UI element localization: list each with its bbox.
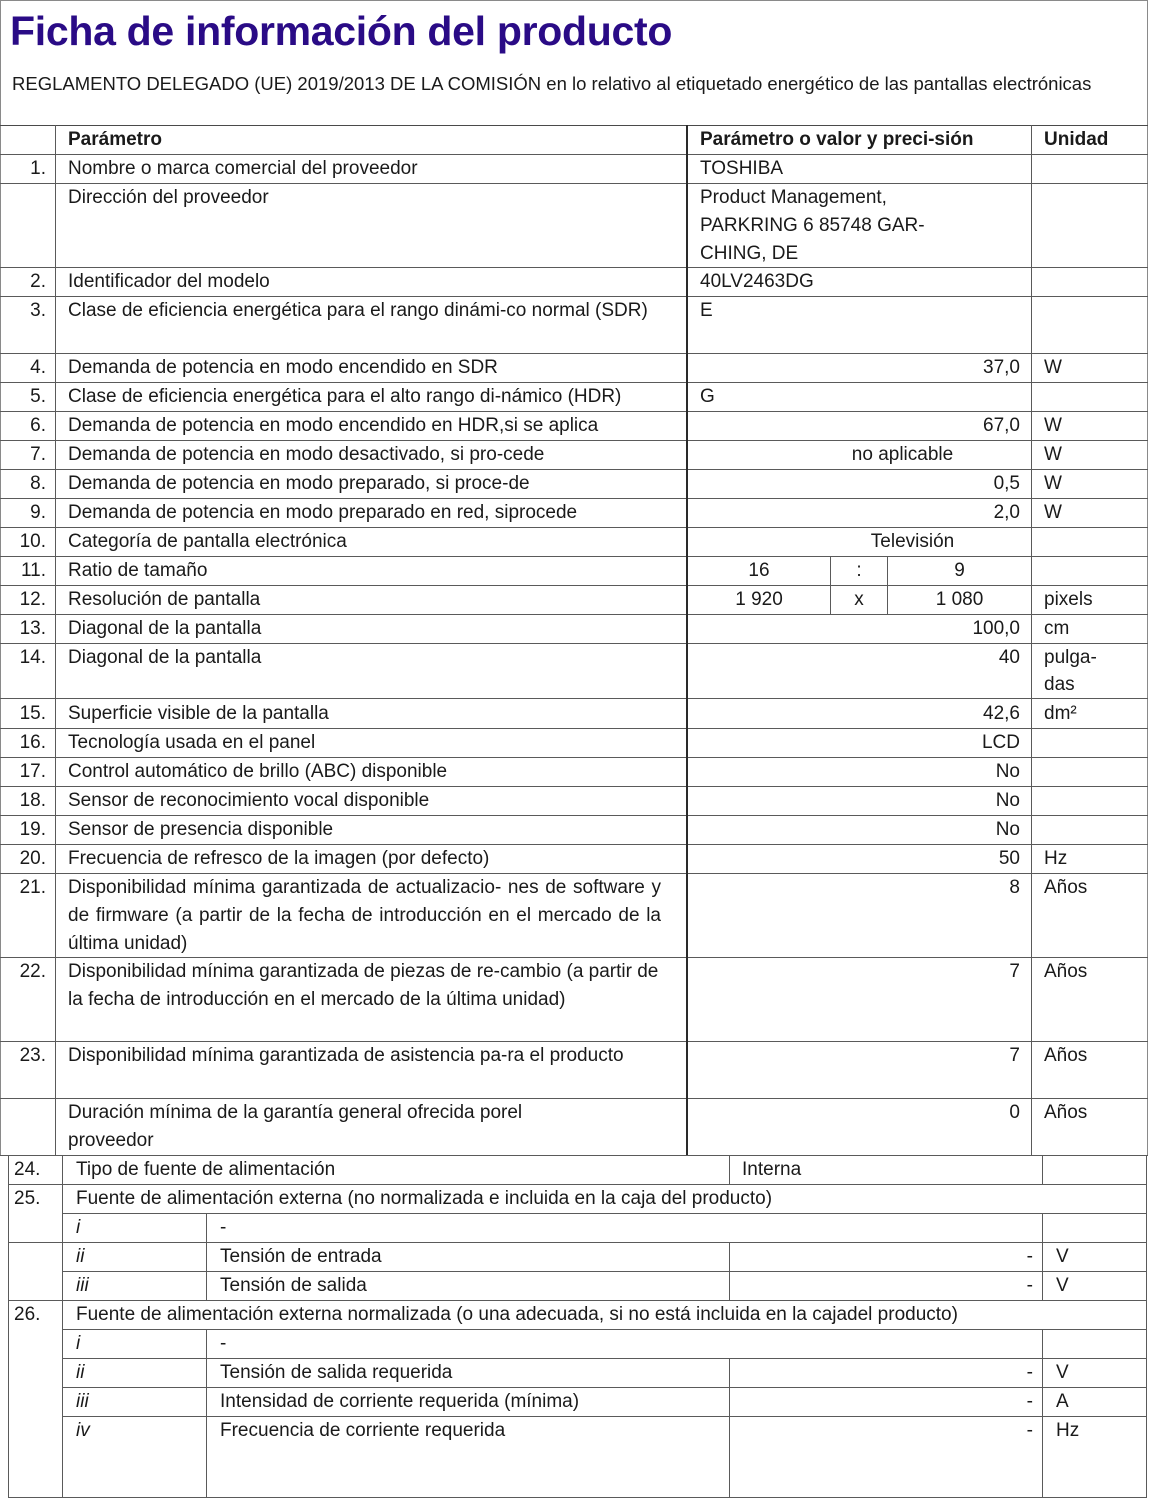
- row-number: 19.: [19, 819, 46, 840]
- row-number: 16.: [19, 732, 46, 753]
- regulation-subtitle: REGLAMENTO DELEGADO (UE) 2019/2013 DE LA COMISIÓN en lo relativo al etiquetado energético de las pantallas electrónicas: [12, 73, 1092, 94]
- row-number: 22.: [19, 961, 46, 982]
- row-value: 42,6: [983, 703, 1020, 724]
- sub-unit: V: [1056, 1275, 1069, 1296]
- row-parameter: Disponibilidad mínima garantizada de piezas de re-cambio (a partir de la fecha de introducción en el mercado de la última unidad): [68, 961, 659, 1010]
- row-unit-line: pulga-: [1044, 647, 1097, 668]
- row-number: 7.: [30, 444, 46, 465]
- row-unit: Hz: [1044, 848, 1068, 869]
- row-value-line: Product Management,: [700, 187, 887, 208]
- row-parameter: Ratio de tamaño: [68, 560, 208, 581]
- row-number: 1.: [30, 158, 46, 179]
- row-separator: :: [856, 560, 862, 581]
- row-parameter: Dirección del proveedor: [68, 187, 269, 208]
- row-unit: dm²: [1044, 703, 1077, 724]
- row-parameter: Superficie visible de la pantalla: [68, 703, 329, 724]
- sub-label: Tensión de entrada: [220, 1246, 382, 1267]
- page-title: Ficha de información del producto: [10, 8, 673, 54]
- row-value: No: [995, 761, 1020, 782]
- row-unit: W: [1044, 357, 1062, 378]
- row-value-a: 1 920: [735, 589, 783, 610]
- row-number: 4.: [30, 357, 46, 378]
- row-value: G: [700, 386, 715, 407]
- sub-value: -: [1026, 1275, 1033, 1296]
- row-value: 2,0: [993, 502, 1020, 523]
- roman-index: iv: [76, 1420, 90, 1441]
- row-unit: cm: [1044, 618, 1070, 639]
- row-parameter: Sensor de reconocimiento vocal disponible: [68, 790, 430, 811]
- row-parameter: Nombre o marca comercial del proveedor: [68, 158, 418, 179]
- sub-label: Tensión de salida: [220, 1275, 367, 1296]
- row-value: TOSHIBA: [700, 158, 784, 179]
- row-parameter: Categoría de pantalla electrónica: [68, 531, 347, 552]
- row-number: 17.: [19, 761, 46, 782]
- row-number: 5.: [30, 386, 46, 407]
- row-number: 25.: [14, 1188, 41, 1209]
- sub-unit: A: [1056, 1391, 1069, 1412]
- row-parameter: Identificador del modelo: [68, 271, 270, 292]
- row-value: LCD: [981, 732, 1020, 753]
- row-number: 13.: [19, 618, 46, 639]
- row-number: 18.: [19, 790, 46, 811]
- sub-value: -: [1026, 1362, 1033, 1383]
- row-parameter: Tecnología usada en el panel: [68, 732, 316, 753]
- row-unit: Años: [1044, 1102, 1088, 1123]
- sub-value: -: [1026, 1246, 1033, 1267]
- row-value-a: 16: [748, 560, 770, 581]
- row-number: 21.: [19, 877, 46, 898]
- sub-label: -: [220, 1217, 227, 1238]
- row-parameter: Demanda de potencia en modo preparado en red, siprocede: [68, 502, 578, 523]
- row-value: 7: [1009, 961, 1020, 982]
- sub-value: -: [1026, 1420, 1033, 1441]
- row-value: no aplicable: [851, 444, 954, 465]
- row-value: 0: [1009, 1102, 1020, 1123]
- row-value-line: PARKRING 6 85748 GAR-: [700, 215, 925, 236]
- row-value: No: [995, 790, 1020, 811]
- row-value: Interna: [742, 1159, 802, 1180]
- row-number: 10.: [19, 531, 46, 552]
- row-value: 8: [1009, 877, 1020, 898]
- row-unit-line: das: [1044, 674, 1075, 695]
- row-number: 15.: [19, 703, 46, 724]
- column-header-value: Parámetro o valor y preci-sión: [700, 129, 974, 150]
- row-parameter: Resolución de pantalla: [68, 589, 261, 610]
- row-value: E: [700, 300, 713, 321]
- sub-label: Tensión de salida requerida: [220, 1362, 453, 1383]
- row-parameter: Demanda de potencia en modo preparado, si proce-de: [68, 473, 530, 494]
- row-number: 26.: [14, 1304, 41, 1325]
- row-number: 6.: [30, 415, 46, 436]
- row-value-line: CHING, DE: [700, 243, 799, 264]
- sub-unit: V: [1056, 1246, 1069, 1267]
- row-value: 37,0: [983, 357, 1020, 378]
- row-unit: Años: [1044, 877, 1088, 898]
- row-value-b: 1 080: [935, 589, 984, 610]
- row-parameter: Demanda de potencia en modo desactivado, si pro-cede: [68, 444, 545, 465]
- row-number: 14.: [19, 647, 46, 668]
- row-value: 7: [1009, 1045, 1020, 1066]
- row-parameter: Disponibilidad mínima garantizada de asistencia pa-ra el producto: [68, 1045, 624, 1066]
- row-value: Televisión: [870, 531, 955, 552]
- row-parameter: Tipo de fuente de alimentación: [76, 1159, 336, 1180]
- sub-label: -: [220, 1333, 227, 1354]
- row-number: 3.: [30, 300, 46, 321]
- row-unit: W: [1044, 444, 1062, 465]
- roman-index: i: [76, 1217, 81, 1238]
- row-value: No: [995, 819, 1020, 840]
- row-value: 40LV2463DG: [700, 271, 814, 292]
- column-header-unit: Unidad: [1044, 129, 1109, 150]
- row-number: 11.: [20, 560, 46, 581]
- row-value: 0,5: [993, 473, 1020, 494]
- row-separator: x: [854, 589, 864, 610]
- row-number: 9.: [30, 502, 46, 523]
- row-value: 50: [998, 848, 1020, 869]
- row-number: 24.: [14, 1159, 41, 1180]
- row-value: 67,0: [983, 415, 1020, 436]
- sub-label: Intensidad de corriente requerida (mínima): [220, 1391, 580, 1412]
- row-parameter: Clase de eficiencia energética para el rango dinámi-co normal (SDR): [68, 300, 648, 321]
- sub-unit: Hz: [1056, 1420, 1080, 1441]
- row-unit: Años: [1044, 1045, 1088, 1066]
- row-parameter: Control automático de brillo (ABC) disponible: [68, 761, 448, 782]
- row-parameter: Fuente de alimentación externa normalizada (o una adecuada, si no está incluida en la cajadel producto): [76, 1304, 958, 1325]
- row-parameter: Sensor de presencia disponible: [68, 819, 334, 840]
- roman-index: ii: [76, 1362, 85, 1383]
- sub-value: -: [1026, 1391, 1033, 1412]
- roman-index: iii: [76, 1391, 89, 1412]
- row-number: 8.: [30, 473, 46, 494]
- sub-label: Frecuencia de corriente requerida: [220, 1420, 506, 1441]
- row-parameter: Demanda de potencia en modo encendido en SDR: [68, 357, 498, 378]
- sub-unit: V: [1056, 1362, 1069, 1383]
- row-number: 12.: [19, 589, 46, 610]
- row-number: 2.: [30, 271, 46, 292]
- roman-index: i: [76, 1333, 81, 1354]
- row-unit: pixels: [1044, 589, 1093, 610]
- row-value: 40: [998, 647, 1020, 668]
- row-parameter: Frecuencia de refresco de la imagen (por defecto): [68, 848, 490, 869]
- row-unit: W: [1044, 502, 1062, 523]
- row-unit: W: [1044, 473, 1062, 494]
- row-parameter: Duración mínima de la garantía general ofrecida porel proveedor: [68, 1102, 523, 1151]
- row-number: 20.: [19, 848, 46, 869]
- row-parameter: Disponibilidad mínima garantizada de actualizacio- nes de software y de firmware (a partir de la fecha de introducción en el mercado de la última unidad): [68, 877, 661, 954]
- row-parameter: Diagonal de la pantalla: [68, 647, 262, 668]
- roman-index: ii: [76, 1246, 85, 1267]
- row-parameter: Demanda de potencia en modo encendido en HDR,si se aplica: [68, 415, 599, 436]
- row-value: 100,0: [972, 618, 1020, 639]
- row-parameter: Clase de eficiencia energética para el alto rango di-námico (HDR): [68, 386, 622, 407]
- roman-index: iii: [76, 1275, 89, 1296]
- row-value-b: 9: [954, 560, 965, 581]
- row-parameter: Diagonal de la pantalla: [68, 618, 262, 639]
- row-unit: W: [1044, 415, 1062, 436]
- row-number: 23.: [19, 1045, 46, 1066]
- row-unit: Años: [1044, 961, 1088, 982]
- row-parameter: Fuente de alimentación externa (no normalizada e incluida en la caja del producto): [76, 1188, 773, 1209]
- column-header-parameter: Parámetro: [68, 129, 162, 150]
